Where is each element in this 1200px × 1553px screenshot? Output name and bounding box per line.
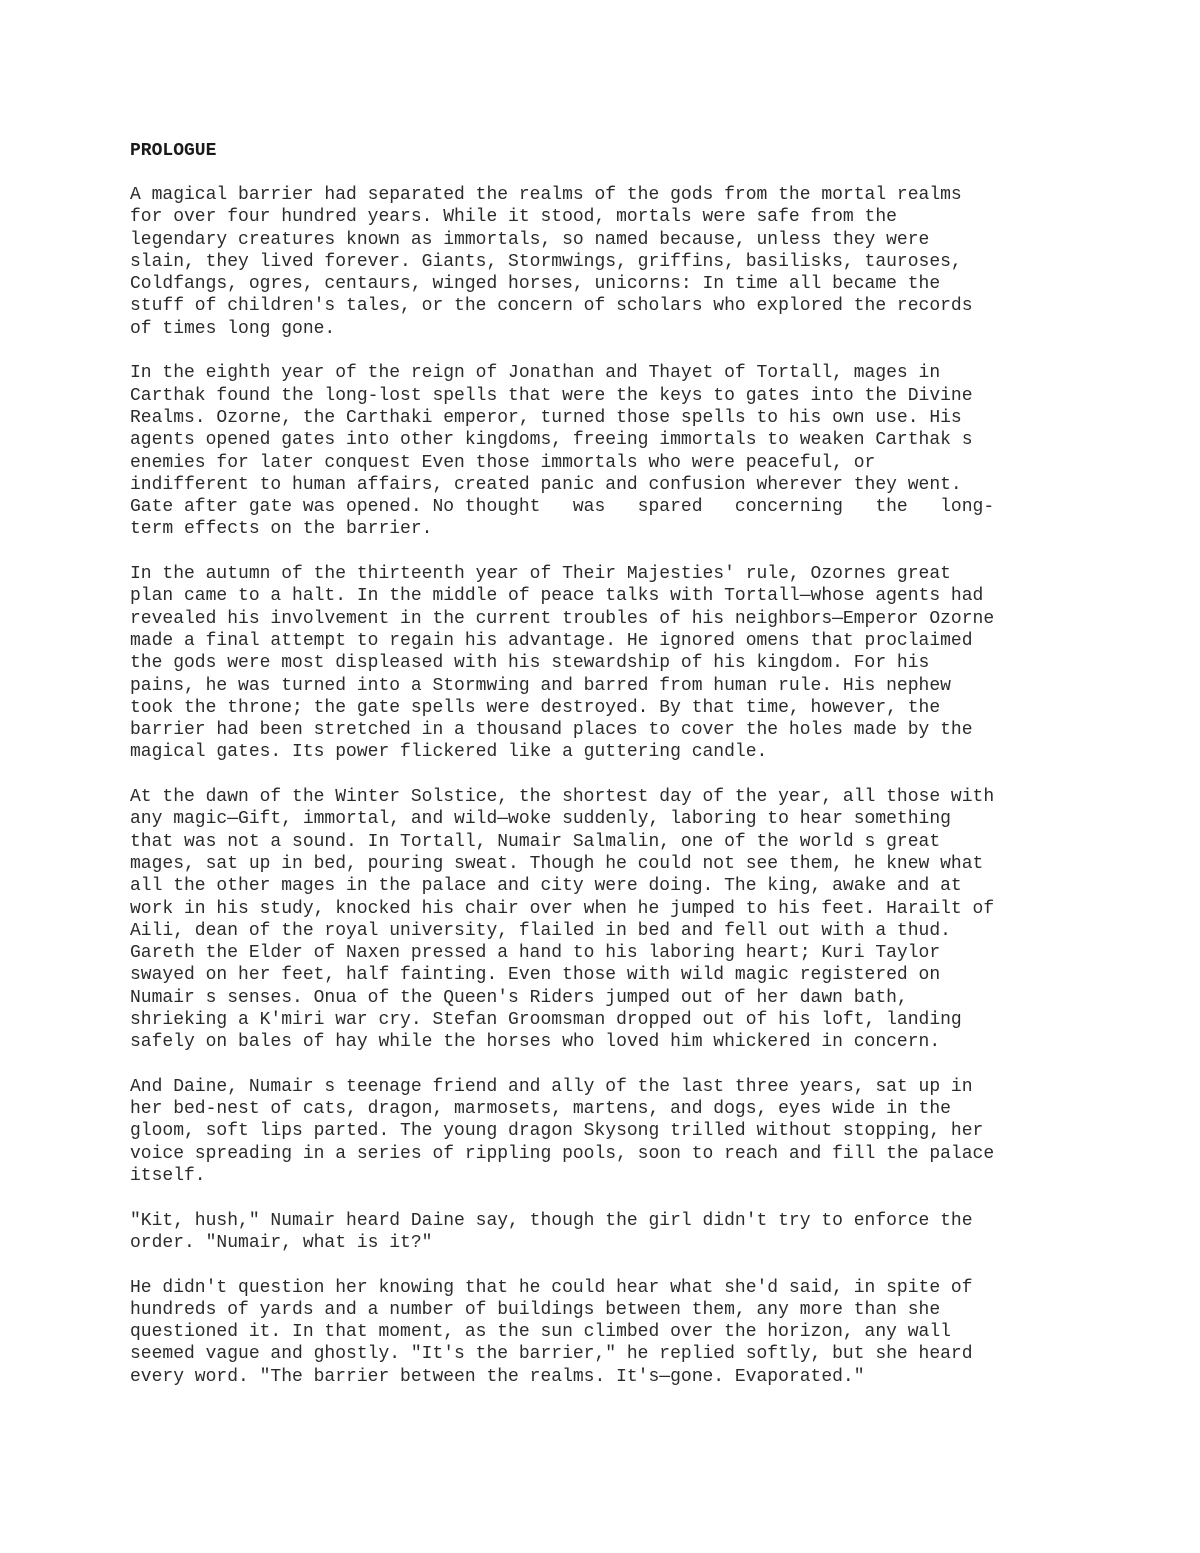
paragraph-7: He didn't question her knowing that he could hear what she'd said, in spite of hundreds of yards and a number of buildings between them, any more than she questioned it. In that moment, as the sun climbed over the horizon, any wall seemed vague and ghostly. "It's the barrier," he replied softly, but she heard every word. "The barrier between the realms. It's—gone. Evaporated." [130, 1277, 973, 1387]
paragraph-6: "Kit, hush," Numair heard Daine say, though the girl didn't try to enforce the order. "Numair, what is it?" [130, 1210, 973, 1253]
chapter-body [130, 184, 1075, 1410]
paragraph-2: In the eighth year of the reign of Jonathan and Thayet of Tortall, mages in Carthak found the long-lost spells that were the keys to gates into the Divine Realms. Ozorne, the Carthaki emperor, turned those spells to his own use. His agents opened gates into other kingdoms, freeing immortals to weaken Carthak s enemies for later conquest Even those immortals who were peaceful, or indifferent to human affairs, created panic and confusion wherever they went. Gate after gate was opened. No thought was spared concerning the long- term effects on the barrier. [130, 363, 995, 540]
paragraph-3: In the autumn of the thirteenth year of Their Majesties' rule, Ozornes great plan came to a halt. In the middle of peace talks with Tortall—whose agents had revealed his involvement in the current troubles of his neighbors—Emperor Ozorne made a final attempt to regain his advantage. He ignored omens that proclaimed the gods were most displeased with his stewardship of his kingdom. For his pains, he was turned into a Stormwing and barred from human rule. His nephew took the throne; the gate spells were destroyed. By that time, however, the barrier had been stretched in a thousand places to cover the holes made by the magical gates. Its power flickered like a guttering candle. [130, 564, 995, 763]
paragraph-1: A magical barrier had separated the realms of the gods from the mortal realms for over four hundred years. While it stood, mortals were safe from the legendary creatures known as immortals, so named because, unless they were slain, they lived forever. Giants, Stormwings, griffins, basilisks, tauroses, Coldfangs, ogres, centaurs, winged horses, unicorns: In time all became the stuff of children's tales, or the concern of scholars who explored the records of times long gone. [130, 185, 973, 339]
paragraph-5: And Daine, Numair s teenage friend and ally of the last three years, sat up in her bed-nest of cats, dragon, marmosets, martens, and dogs, eyes wide in the gloom, soft lips parted. The young dragon Skysong trilled without stopping, her voice spreading in a series of rippling pools, soon to reach and fill the palace itself. [130, 1076, 995, 1187]
chapter-heading: PROLOGUE [130, 141, 217, 161]
paragraph-4: At the dawn of the Winter Solstice, the shortest day of the year, all those with any magic—Gift, immortal, and wild—woke suddenly, laboring to hear something that was not a sound. In Tortall, Numair Salmalin, one of the world s great mages, sat up in bed, pouring sweat. Though he could not see them, he knew what all the other mages in the palace and city were doing. The king, awake and at work in his study, knocked his chair over when he jumped to his feet. Harailt of Aili, dean of the royal university, flailed in bed and fell out with a thud. Gareth the Elder of Naxen pressed a hand to his laboring heart; Kuri Taylor swayed on her feet, half fainting. Even those with wild magic registered on Numair s senses. Onua of the Queen's Riders jumped out of her dawn bath, shrieking a K'miri war cry. Stefan Groomsman dropped out of his loft, landing safely on bales of hay while the horses who loved him whickered in concern. [130, 787, 995, 1053]
